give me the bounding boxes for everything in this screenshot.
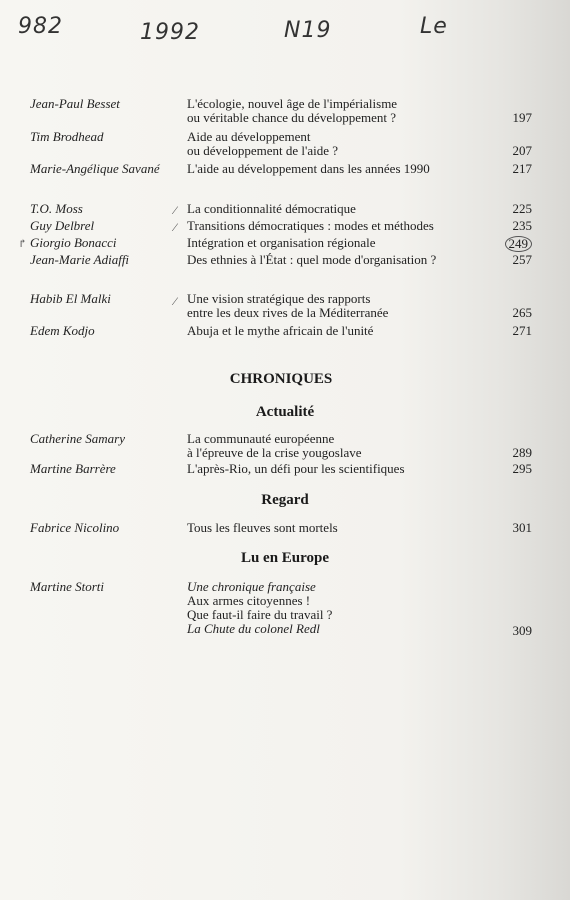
subsection-heading-regard: Regard [261,492,309,508]
entry-page: 257 [512,252,532,267]
entry-title: L'aide au développement dans les années 1990 [187,161,430,176]
entry-title: La communauté européenne à l'épreuve de la crise yougoslave [187,431,362,460]
handwritten-note-1: 982 [18,14,63,39]
entry-title: L'après-Rio, un défi pour les scientifiques [187,461,405,476]
entry-page: 217 [512,161,532,176]
entry-author: Habib El Malki [30,291,111,306]
entry-page: 207 [512,143,532,158]
entry-page: 295 [512,461,532,476]
subsection-heading-actualite: Actualité [255,404,315,420]
entry-author: Jean-Paul Besset [30,96,120,111]
entry-title: Intégration et organisation régionale [187,235,376,250]
entry-author: Guy Delbrel [30,218,95,233]
section-heading-chroniques: CHRONIQUES [229,371,333,387]
entry-page: 265 [512,305,532,320]
entry-page: 197 [512,110,532,125]
entry-author: Marie-Angélique Savané [30,161,160,176]
pencil-tick-mark: ⁄ [174,220,177,234]
entry-author: Martine Storti [30,579,105,594]
entry-page: 249 [505,236,533,252]
entry-title: L'écologie, nouvel âge de l'impérialisme ou véritable chance du développement ? [187,96,398,125]
entry-author: T.O. Moss [30,201,83,216]
entry-author: Giorgio Bonacci [30,235,117,250]
entry-page: 289 [512,445,532,460]
handwritten-note-2: 1992 [140,20,200,45]
entry-author: Catherine Samary [30,431,125,446]
entry-page: 301 [512,520,532,535]
entry-page: 235 [512,218,532,233]
entry-page: 225 [512,201,532,216]
bleed-through-texture [420,60,570,840]
subsection-heading-lu-en-europe: Lu en Europe [240,550,330,566]
entry-title: La conditionnalité démocratique [187,201,356,216]
entry-title: Une vision stratégique des rapports entre les deux rives de la Méditerranée [187,291,389,320]
pencil-tick-mark: ⁄ [174,203,177,217]
entry-page: 309 [512,623,532,638]
entry-author: Jean-Marie Adiaffi [30,252,130,267]
entry-title: Des ethnies à l'État : quel mode d'organisation ? [187,252,437,267]
entry-title: Abuja et le mythe africain de l'unité [187,323,374,338]
entry-title: Tous les fleuves sont mortels [187,520,338,535]
entry-page: 271 [512,323,532,338]
pencil-tick-mark: ⁄ [174,294,177,308]
handwritten-note-3: N19 [284,18,332,43]
entry-author: Martine Barrère [30,461,116,476]
entry-author: Tim Brodhead [30,129,104,144]
entry-author: Fabrice Nicolino [30,520,120,535]
handwritten-note-4: Le [420,14,448,39]
entry-author: Edem Kodjo [30,323,95,338]
entry-title: Aide au développement ou développement de l'aide ? [187,129,339,158]
entry-title: Une chronique française Aux armes citoyennes ! Que faut-il faire du travail ? La Chute du colonel Redl [187,579,333,636]
pencil-arrow-mark: ↱ [18,238,28,250]
entry-title: Transitions démocratiques : modes et méthodes [187,218,434,233]
